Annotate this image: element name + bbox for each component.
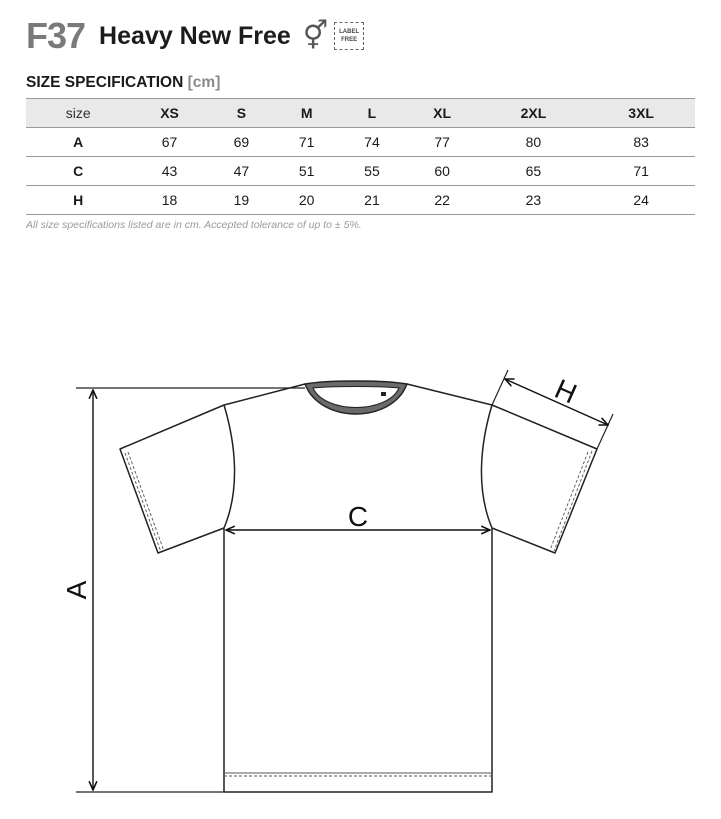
table-cell: 67 [130,128,208,157]
row-label: H [26,186,130,215]
table-cell: 60 [405,157,480,186]
tolerance-note: All size specifications listed are in cm. Accepted tolerance of up to ± 5%. [26,219,362,231]
size-col-header: XS [130,99,208,128]
label-h: H [550,373,582,410]
size-col-header: 2XL [480,99,588,128]
size-col-header: M [274,99,339,128]
table-cell: 21 [339,186,404,215]
label-badge-line1: LABEL [339,29,360,35]
neck-label-tag [381,392,386,396]
collar [305,381,407,414]
table-cell: 77 [405,128,480,157]
table-cell: 18 [130,186,208,215]
tshirt-outline [120,384,597,792]
table-cell: 80 [480,128,588,157]
label-badge-line2: FREE [341,37,358,43]
row-label: C [26,157,130,186]
spec-title-text: SIZE SPECIFICATION [26,74,184,91]
table-cell: 69 [209,128,274,157]
size-col-header: XL [405,99,480,128]
table-cell: 19 [209,186,274,215]
unisex-icon: ⚥ [302,20,329,51]
label-a: A [61,580,92,600]
hem-stitching [125,451,592,776]
product-name: Heavy New Free [99,21,291,50]
table-cell: 83 [587,128,695,157]
table-cell: 51 [274,157,339,186]
table-cell: 74 [339,128,404,157]
dimension-c [226,501,490,532]
table-cell: 71 [587,157,695,186]
table-cell: 47 [209,157,274,186]
table-cell: 71 [274,128,339,157]
table-cell: 65 [480,157,588,186]
table-cell: 23 [480,186,588,215]
size-col-header: 3XL [587,99,695,128]
table-cell: 20 [274,186,339,215]
size-header-label: size [26,99,130,128]
label-c: C [347,501,369,532]
table-cell: 24 [587,186,695,215]
table-cell: 22 [405,186,480,215]
dimension-h [492,370,613,449]
spec-unit: [cm] [187,74,221,91]
size-col-header: L [339,99,404,128]
row-label: A [26,128,130,157]
product-code: F37 [26,15,86,56]
table-cell: 55 [339,157,404,186]
size-col-header: S [209,99,274,128]
table-cell: 43 [130,157,208,186]
dimension-a [61,388,305,792]
